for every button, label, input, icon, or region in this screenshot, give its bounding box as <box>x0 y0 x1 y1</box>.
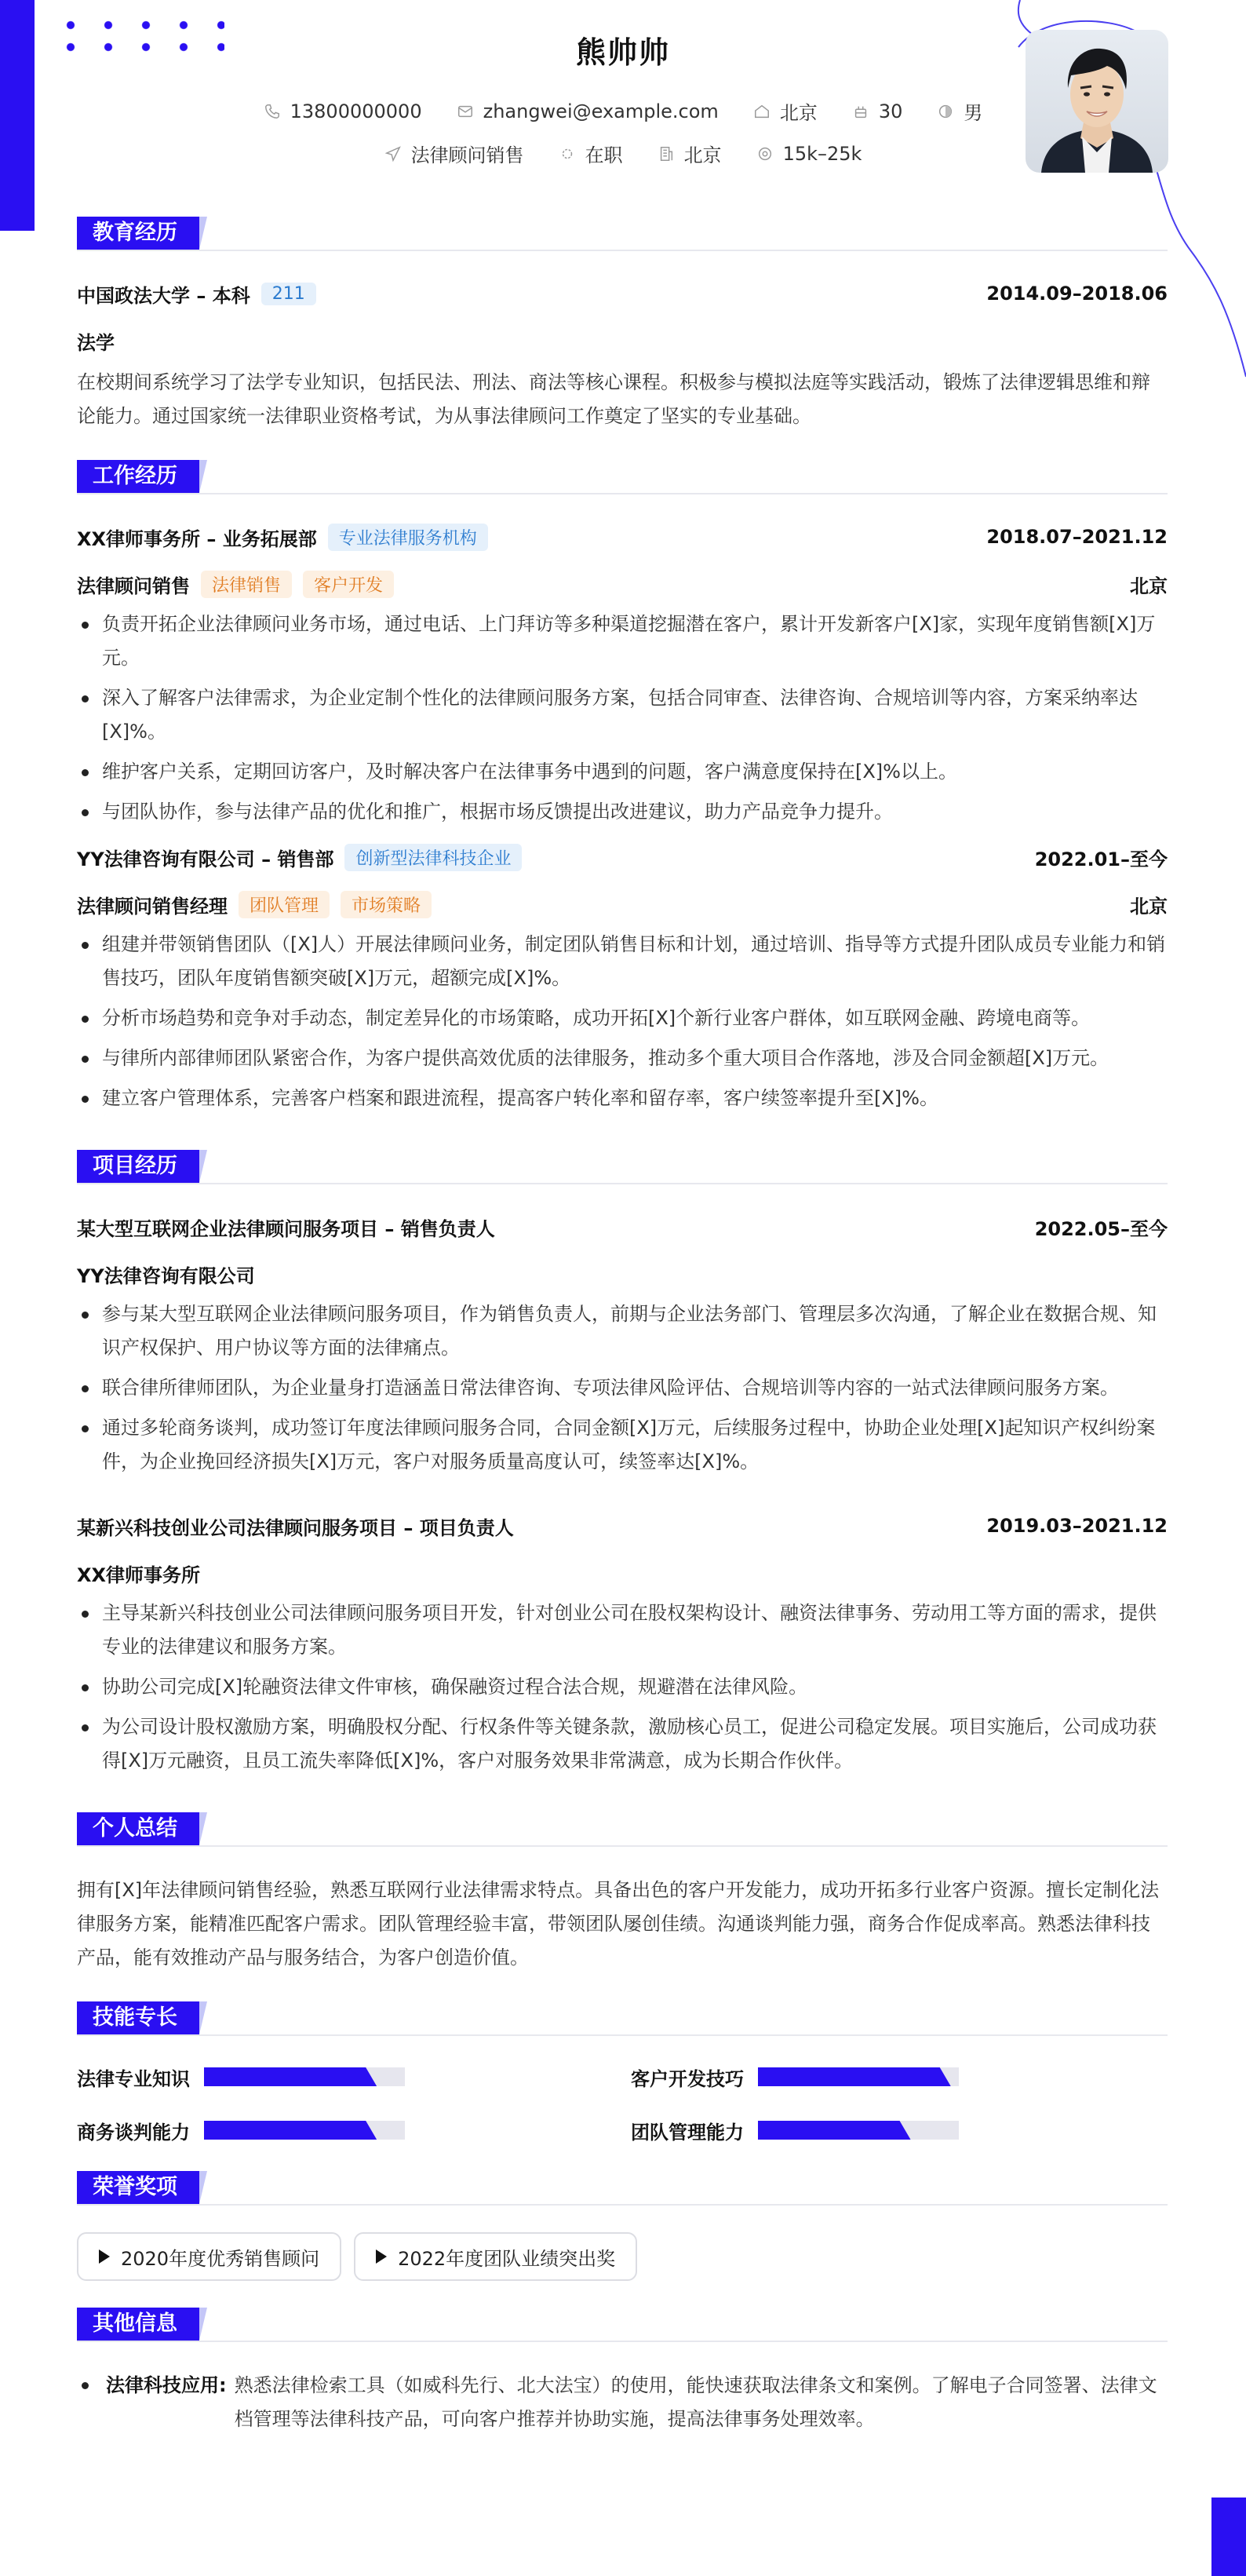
project-date: 2019.03–2021.12 <box>986 1515 1168 1537</box>
job-bullets <box>77 928 1168 1115</box>
section-title: 个人总结 <box>77 1812 193 1845</box>
list-item: 与律所内部律师团队紧密合作，为客户提供高效优质的法律服务，推动多个重大项目合作落地，涉及合同金额超[X]万元。 <box>77 1042 1168 1075</box>
project-bullets <box>77 1297 1168 1479</box>
section-header <box>77 213 1168 251</box>
job-entry <box>77 841 1168 1115</box>
skill-bar <box>758 2121 959 2140</box>
section-projects <box>77 1147 1168 1778</box>
company-name: XX律师事务所 – 业务拓展部 <box>77 527 317 550</box>
skill-item <box>631 2063 1168 2091</box>
skill-item <box>631 2116 1168 2144</box>
mail-icon <box>457 103 474 120</box>
awards-list <box>77 2232 1168 2281</box>
contact-gender: 男 <box>937 97 982 125</box>
contact-age: 30 <box>852 100 903 122</box>
list-item: 维护客户关系，定期回访客户，及时解决客户在法律事务中遇到的问题，客户满意度保持在[X]%以上。 <box>77 755 1168 789</box>
school-name: 中国政法大学 – 本科 <box>77 284 250 307</box>
section-title: 技能专长 <box>77 2001 193 2034</box>
skill-bar <box>204 2067 405 2086</box>
company-name: YY法律咨询有限公司 – 销售部 <box>77 848 334 870</box>
project-entry <box>77 1510 1168 1778</box>
home-icon <box>753 103 771 120</box>
list-item: 通过多轮商务谈判，成功签订年度法律顾问服务合同，合同金额[X]万元，后续服务过程中，协助企业处理[X]起知识产权纠纷案件，为企业挽回经济损失[X]万元，客户对服务质量高度认可，续签率达[X]%。 <box>77 1411 1168 1479</box>
skill-name: 团队管理能力 <box>631 2121 744 2144</box>
job-position: 法律顾问销售经理 <box>77 895 228 918</box>
job-target: 法律顾问销售 <box>384 140 524 167</box>
position-tag: 客户开发 <box>303 571 394 598</box>
skill-name: 法律专业知识 <box>77 2067 190 2090</box>
section-title: 荣誉奖项 <box>77 2171 193 2204</box>
job-company-line <box>77 521 1168 553</box>
phone-icon <box>264 103 281 120</box>
section-header <box>77 1809 1168 1847</box>
resume-header <box>0 0 1246 188</box>
project-name: 某新兴科技创业公司法律顾问服务项目 – 项目负责人 <box>77 1516 514 1539</box>
list-item: 负责开拓企业法律顾问业务市场，通过电话、上门拜访等多种渠道挖掘潜在客户，累计开发新客户[X]家，实现年度销售额[X]万元。 <box>77 608 1168 675</box>
job-date: 2018.07–2021.12 <box>986 526 1168 548</box>
job-position-line <box>77 568 1168 600</box>
company-tag: 创新型法律科技企业 <box>344 844 522 871</box>
section-title: 教育经历 <box>77 217 193 250</box>
contact-city: 北京 <box>753 97 818 125</box>
section-title: 项目经历 <box>77 1150 193 1183</box>
award-badge: 2022年度团队业绩突出奖 <box>354 2232 637 2281</box>
job-city: 北京 <box>658 140 722 167</box>
list-item: 协助公司完成[X]轮融资法律文件审核，确保融资过程合法合规，规避潜在法律风险。 <box>77 1670 1168 1704</box>
avatar-portrait <box>1026 30 1168 173</box>
education-description: 在校期间系统学习了法学专业知识，包括民法、刑法、商法等核心课程。积极参与模拟法庭等实践活动，锻炼了法律逻辑思维和辩论能力。通过国家统一法律职业资格考试，为从事法律顾问工作奠定了坚实的专业基础。 <box>77 371 1150 427</box>
job-date: 2022.01–至今 <box>1034 848 1168 870</box>
school-tag: 211 <box>261 283 316 305</box>
section-education <box>77 213 1168 433</box>
list-item: 深入了解客户法律需求，为企业定制个性化的法律顾问服务方案，包括合同审查、法律咨询、合规培训等内容，方案采纳率达[X]%。 <box>77 681 1168 749</box>
skill-name: 客户开发技巧 <box>631 2067 744 2090</box>
education-line <box>77 278 1168 309</box>
position-tag: 法律销售 <box>201 571 292 598</box>
job-city: 北京 <box>1130 575 1168 597</box>
section-other <box>77 2304 1168 2436</box>
job-salary: 15k–25k <box>756 143 862 165</box>
project-name: 某大型互联网企业法律顾问服务项目 – 销售负责人 <box>77 1217 495 1240</box>
skill-item <box>77 2116 631 2144</box>
project-org: XX律师事务所 <box>77 1563 201 1586</box>
position-tag: 团队管理 <box>239 891 330 918</box>
section-skills <box>77 1998 1168 2144</box>
project-bullets <box>77 1596 1168 1778</box>
section-header <box>77 2168 1168 2206</box>
list-item: 联合律所律师团队，为企业量身打造涵盖日常法律咨询、专项法律风险评估、合规培训等内容的一站式法律顾问服务方案。 <box>77 1371 1168 1405</box>
job-city: 北京 <box>1130 895 1168 918</box>
section-title: 其他信息 <box>77 2308 193 2341</box>
section-header <box>77 2304 1168 2342</box>
major: 法学 <box>77 331 115 354</box>
contact-phone: 13800000000 <box>264 100 422 122</box>
skill-name: 商务谈判能力 <box>77 2121 190 2144</box>
play-triangle-icon <box>376 2249 387 2264</box>
skill-bar <box>204 2121 405 2140</box>
job-entry <box>77 521 1168 829</box>
age-icon <box>852 103 869 120</box>
candidate-name: 熊帅帅 <box>575 35 670 70</box>
summary-text: 拥有[X]年法律顾问销售经验，熟悉互联网行业法律需求特点。具备出色的客户开发能力，成功开拓多行业客户资源。擅长定制化法律服务方案，能精准匹配客户需求。团队管理经验丰富，带领团队屡创佳绩。沟通谈判能力强，商务合作促成率高。熟悉法律科技产品，能有效推动产品与服务结合，为客户创造价值。 <box>77 1879 1160 1968</box>
skill-item <box>77 2063 631 2091</box>
job-position-line <box>77 888 1168 920</box>
other-text: 熟悉法律检索工具（如威科先行、北大法宝）的使用，能快速获取法律条文和案例。了解电子合同签署、法律文档管理等法律科技产品，可向客户推荐并协助实施，提高法律事务处理效率。 <box>234 2374 1157 2430</box>
job-bullets <box>77 608 1168 829</box>
list-item: 组建并带领销售团队（[X]人）开展法律顾问业务，制定团队销售目标和计划，通过培训、指导等方式提升团队成员专业能力和销售技巧，团队年度销售额突破[X]万元，超额完成[X]%。 <box>77 928 1168 995</box>
list-item: 为公司设计股权激励方案，明确股权分配、行权条件等关键条款，激励核心员工，促进公司稳定发展。项目实施后，公司成功获得[X]万元融资，且员工流失率降低[X]%，客户对服务效果非常满意，成为长期合作伙伴。 <box>77 1710 1168 1778</box>
project-name-line <box>77 1211 1168 1242</box>
list-item: 建立客户管理体系，完善客户档案和跟进流程，提高客户转化率和留存率，客户续签率提升至[X]%。 <box>77 1082 1168 1115</box>
job-company-line <box>77 841 1168 873</box>
section-header <box>77 1147 1168 1184</box>
job-position: 法律顾问销售 <box>77 575 190 597</box>
other-item <box>77 2369 1168 2436</box>
section-header <box>77 1998 1168 2036</box>
award-badge: 2020年度优秀销售顾问 <box>77 2232 341 2281</box>
project-entry <box>77 1211 1168 1479</box>
skill-bar <box>758 2067 959 2086</box>
section-awards <box>77 2168 1168 2281</box>
play-triangle-icon <box>99 2249 110 2264</box>
project-name-line <box>77 1510 1168 1542</box>
skill-fill <box>204 2121 377 2140</box>
company-tag: 专业法律服务机构 <box>328 524 488 551</box>
building-icon <box>658 145 675 162</box>
right-accent-bar <box>1211 2498 1246 2576</box>
skill-fill <box>204 2067 377 2086</box>
resume-body <box>77 213 1168 2460</box>
section-header <box>77 457 1168 494</box>
list-item: 与团队协作，参与法律产品的优化和推广，根据市场反馈提出改进建议，助力产品竞争力提升。 <box>77 795 1168 829</box>
skill-fill <box>758 2121 911 2140</box>
job-status: 在职 <box>559 140 623 167</box>
avatar <box>1026 30 1168 173</box>
position-tag: 市场策略 <box>341 891 432 918</box>
list-item: 参与某大型互联网企业法律顾问服务项目，作为销售负责人，前期与企业法务部门、管理层多次沟通，了解企业在数据合规、知识产权保护、用户协议等方面的法律痛点。 <box>77 1297 1168 1365</box>
skills-grid <box>77 2063 1168 2144</box>
bullet-dot <box>82 2382 89 2389</box>
money-icon <box>756 145 774 162</box>
contact-email: zhangwei@example.com <box>457 100 719 122</box>
project-org: YY法律咨询有限公司 <box>77 1264 255 1287</box>
status-icon <box>559 145 576 162</box>
project-date: 2022.05–至今 <box>1034 1217 1168 1240</box>
section-title: 工作经历 <box>77 460 193 493</box>
skill-fill <box>758 2067 951 2086</box>
list-item: 主导某新兴科技创业公司法律顾问服务项目开发，针对创业公司在股权架构设计、融资法律事务、劳动用工等方面的需求，提供专业的法律建议和服务方案。 <box>77 1596 1168 1664</box>
send-icon <box>384 145 402 162</box>
list-item: 分析市场趋势和竞争对手动态，制定差异化的市场策略，成功开拓[X]个新行业客户群体，如互联网金融、跨境电商等。 <box>77 1002 1168 1035</box>
other-label: 法律科技应用: <box>106 2374 227 2396</box>
education-date: 2014.09–2018.06 <box>986 283 1168 305</box>
section-summary <box>77 1809 1168 1975</box>
gender-icon <box>937 103 954 120</box>
section-work <box>77 457 1168 1115</box>
